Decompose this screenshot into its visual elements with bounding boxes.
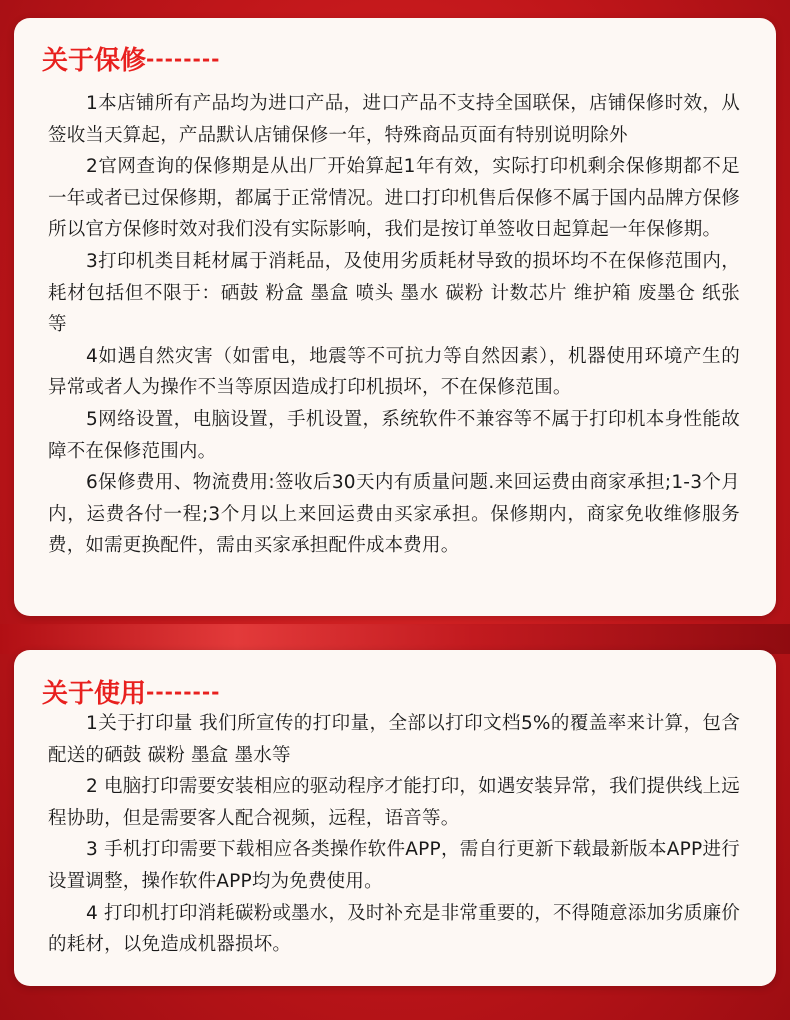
warranty-paragraph-2: 2官网查询的保修期是从出厂开始算起1年有效，实际打印机剩余保修期都不足一年或者已过保修期，都属于正常情况。进口打印机售后保修不属于国内品牌方保修所以官方保修时效对我们没有实际影响，我们是按订单签收日起算起一年保修期。 bbox=[48, 156, 740, 241]
usage-paragraph-4: 4 打印机打印消耗碳粉或墨水，及时补充是非常重要的，不得随意添加劣质廉价的耗材，以免造成机器损坏。 bbox=[48, 902, 740, 956]
warranty-paragraph-6: 6保修费用、物流费用:签收后30天内有质量问题.来回运费由商家承担;1-3个月内，运费各付一程;3个月以上来回运费由买家承担。保修期内，商家免收维修服务费，如需更换配件，需由买家承担配件成本费用。 bbox=[48, 472, 740, 557]
warranty-paragraph-3: 3打印机类目耗材属于消耗品，及使用劣质耗材导致的损坏均不在保修范围内，耗材包括但不限于：硒鼓 粉盒 墨盒 喷头 墨水 碳粉 计数芯片 维护箱 废墨仓 纸张 等 bbox=[48, 250, 740, 336]
warranty-title-text: 关于保修 bbox=[42, 46, 147, 76]
warranty-title bbox=[42, 40, 220, 77]
warranty-paragraph-4: 4如遇自然灾害（如雷电，地震等不可抗力等自然因素），机器使用环境产生的异常或者人为操作不当等原因造成打印机损坏，不在保修范围。 bbox=[48, 345, 740, 399]
warranty-paragraphs bbox=[48, 88, 740, 562]
usage-title-dashes: -------- bbox=[146, 680, 221, 704]
usage-title bbox=[42, 673, 220, 710]
warranty-paragraph-5: 5网络设置，电脑设置，手机设置，系统软件不兼容等不属于打印机本身性能故障不在保修范围内。 bbox=[48, 408, 740, 462]
usage-paragraph-2: 2 电脑打印需要安装相应的驱动程序才能打印，如遇安装异常，我们提供线上远程协助，但是需要客人配合视频，远程，语音等。 bbox=[48, 776, 740, 829]
usage-paragraph-1: 1关于打印量 我们所宣传的打印量，全部以打印文档5%的覆盖率来计算，包含配送的硒鼓 碳粉 墨盒 墨水等 bbox=[48, 713, 740, 766]
usage-paragraph-3: 3 手机打印需要下载相应各类操作软件APP，需自行更新下载最新版本APP进行设置调整，操作软件APP均为免费使用。 bbox=[48, 839, 740, 892]
warranty-card bbox=[14, 18, 776, 616]
usage-card bbox=[14, 650, 776, 986]
usage-title-text: 关于使用 bbox=[42, 679, 147, 709]
warranty-title-dashes: -------- bbox=[146, 47, 221, 71]
warranty-paragraph-1: 1本店铺所有产品均为进口产品，进口产品不支持全国联保，店铺保修时效，从签收当天算起，产品默认店铺保修一年，特殊商品页面有特别说明除外 bbox=[48, 93, 740, 146]
usage-paragraphs bbox=[48, 708, 740, 961]
